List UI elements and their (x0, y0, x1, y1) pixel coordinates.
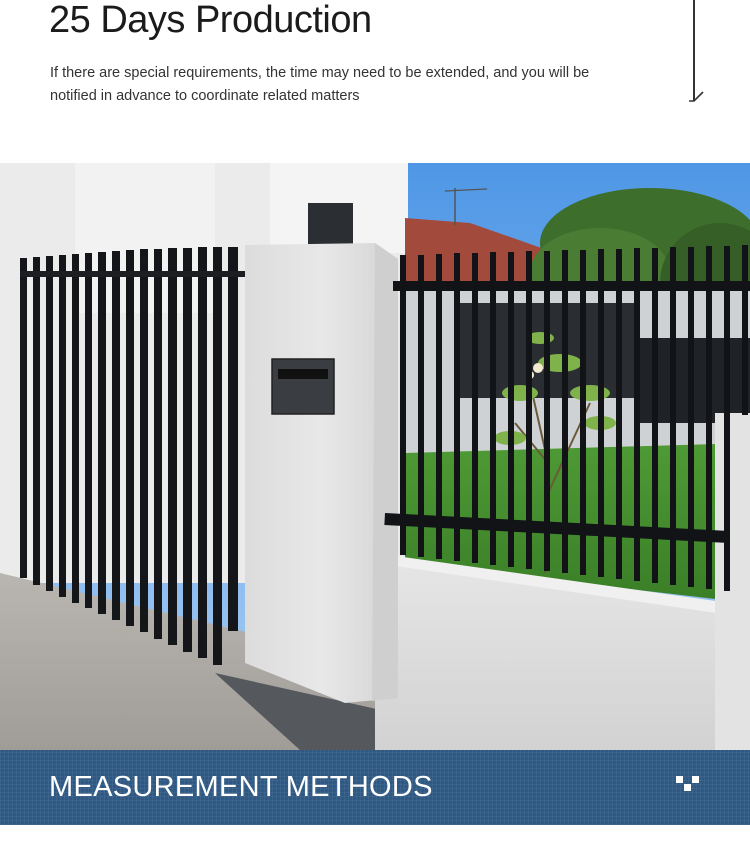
measurement-banner (0, 750, 750, 825)
banner-title: MEASUREMENT METHODS (49, 771, 433, 803)
arrow-down-icon (688, 86, 704, 102)
arrow-down-icon-line (693, 0, 695, 100)
chevron-down-pixel-icon (676, 776, 700, 792)
fence-gate-photo (0, 163, 750, 750)
section-title: 25 Days Production (49, 0, 372, 41)
section-description: If there are special requirements, the time may need to be extended, and you will be notified in advance to coordinate related matters (50, 65, 590, 104)
